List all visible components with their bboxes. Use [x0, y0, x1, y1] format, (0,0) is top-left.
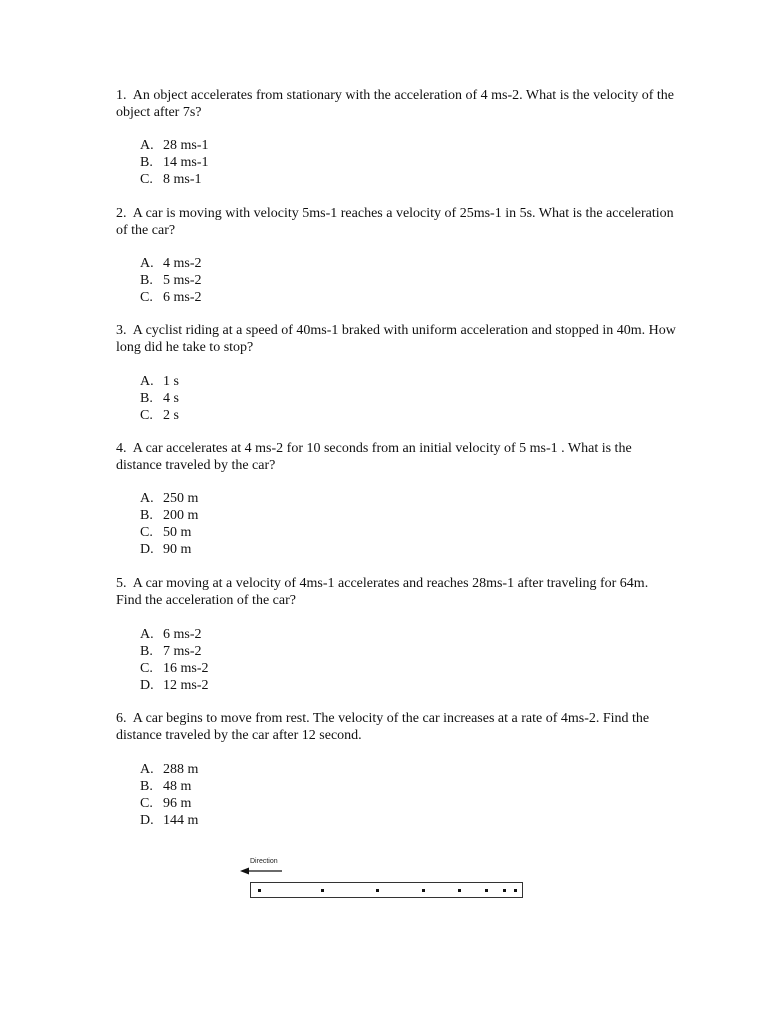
options-list	[140, 761, 198, 829]
option-item: D. 12 ms-2	[140, 678, 209, 693]
option-item: C. 50 m	[140, 525, 192, 540]
tape-dot	[376, 889, 379, 892]
options-list	[140, 373, 179, 424]
option-item: B. 7 ms-2	[140, 644, 202, 659]
question-number: 5.	[116, 576, 127, 591]
option-item: C. 16 ms-2	[140, 661, 209, 676]
question-text: A car begins to move from rest. The velocity of the car increases at a rate of 4ms-2. Find the distance traveled by the car after 12 second.	[116, 711, 650, 743]
tape-dot	[422, 889, 425, 892]
options-list	[140, 626, 209, 694]
question-text: An object accelerates from stationary with the acceleration of 4 ms-2. What is the velocity of the object after 7s?	[116, 88, 674, 120]
question-6	[116, 710, 676, 744]
option-item: B. 4 s	[140, 391, 179, 406]
ticker-tape-figure	[238, 858, 530, 904]
option-item: B. 48 m	[140, 779, 192, 794]
option-item: C. 8 ms-1	[140, 172, 202, 187]
option-item: B. 200 m	[140, 508, 199, 523]
tape-dot	[514, 889, 517, 892]
question-text: A cyclist riding at a speed of 40ms-1 braked with uniform acceleration and stopped in 40m. How long did he take to stop?	[116, 323, 676, 355]
question-text: A car is moving with velocity 5ms-1 reaches a velocity of 25ms-1 in 5s. What is the acceleration of the car?	[116, 206, 674, 238]
question-text: A car accelerates at 4 ms-2 for 10 seconds from an initial velocity of 5 ms-1 . What is the distance traveled by the car?	[116, 441, 632, 473]
direction-label: Direction	[250, 858, 278, 865]
option-item: D. 144 m	[140, 813, 199, 828]
question-number: 2.	[116, 206, 127, 221]
tape-dot	[485, 889, 488, 892]
tape-dot	[503, 889, 506, 892]
option-item: C. 2 s	[140, 408, 179, 423]
question-number: 3.	[116, 323, 127, 338]
options-list	[140, 137, 209, 188]
tape-dot	[258, 889, 261, 892]
option-item: A. 288 m	[140, 762, 199, 777]
question-text: A car moving at a velocity of 4ms-1 accelerates and reaches 28ms-1 after traveling for 64m. Find the acceleration of the car?	[116, 576, 649, 608]
option-item: C. 6 ms-2	[140, 290, 202, 305]
option-item: B. 5 ms-2	[140, 273, 202, 288]
question-5	[116, 575, 676, 609]
option-item: D. 90 m	[140, 542, 192, 557]
tape-dot	[458, 889, 461, 892]
question-number: 1.	[116, 88, 127, 103]
question-1	[116, 87, 676, 121]
option-item: A. 4 ms-2	[140, 256, 202, 271]
question-number: 6.	[116, 711, 127, 726]
left-arrow-icon	[240, 866, 282, 876]
ticker-tape	[250, 882, 523, 898]
tape-dot	[321, 889, 324, 892]
question-4	[116, 440, 676, 474]
option-item: A. 250 m	[140, 491, 199, 506]
options-list	[140, 490, 198, 558]
option-item: C. 96 m	[140, 796, 192, 811]
question-3	[116, 322, 676, 356]
options-list	[140, 255, 202, 306]
option-item: A. 1 s	[140, 374, 179, 389]
option-item: B. 14 ms-1	[140, 155, 209, 170]
option-item: A. 6 ms-2	[140, 627, 202, 642]
question-2	[116, 205, 676, 239]
option-item: A. 28 ms-1	[140, 138, 209, 153]
question-number: 4.	[116, 441, 127, 456]
